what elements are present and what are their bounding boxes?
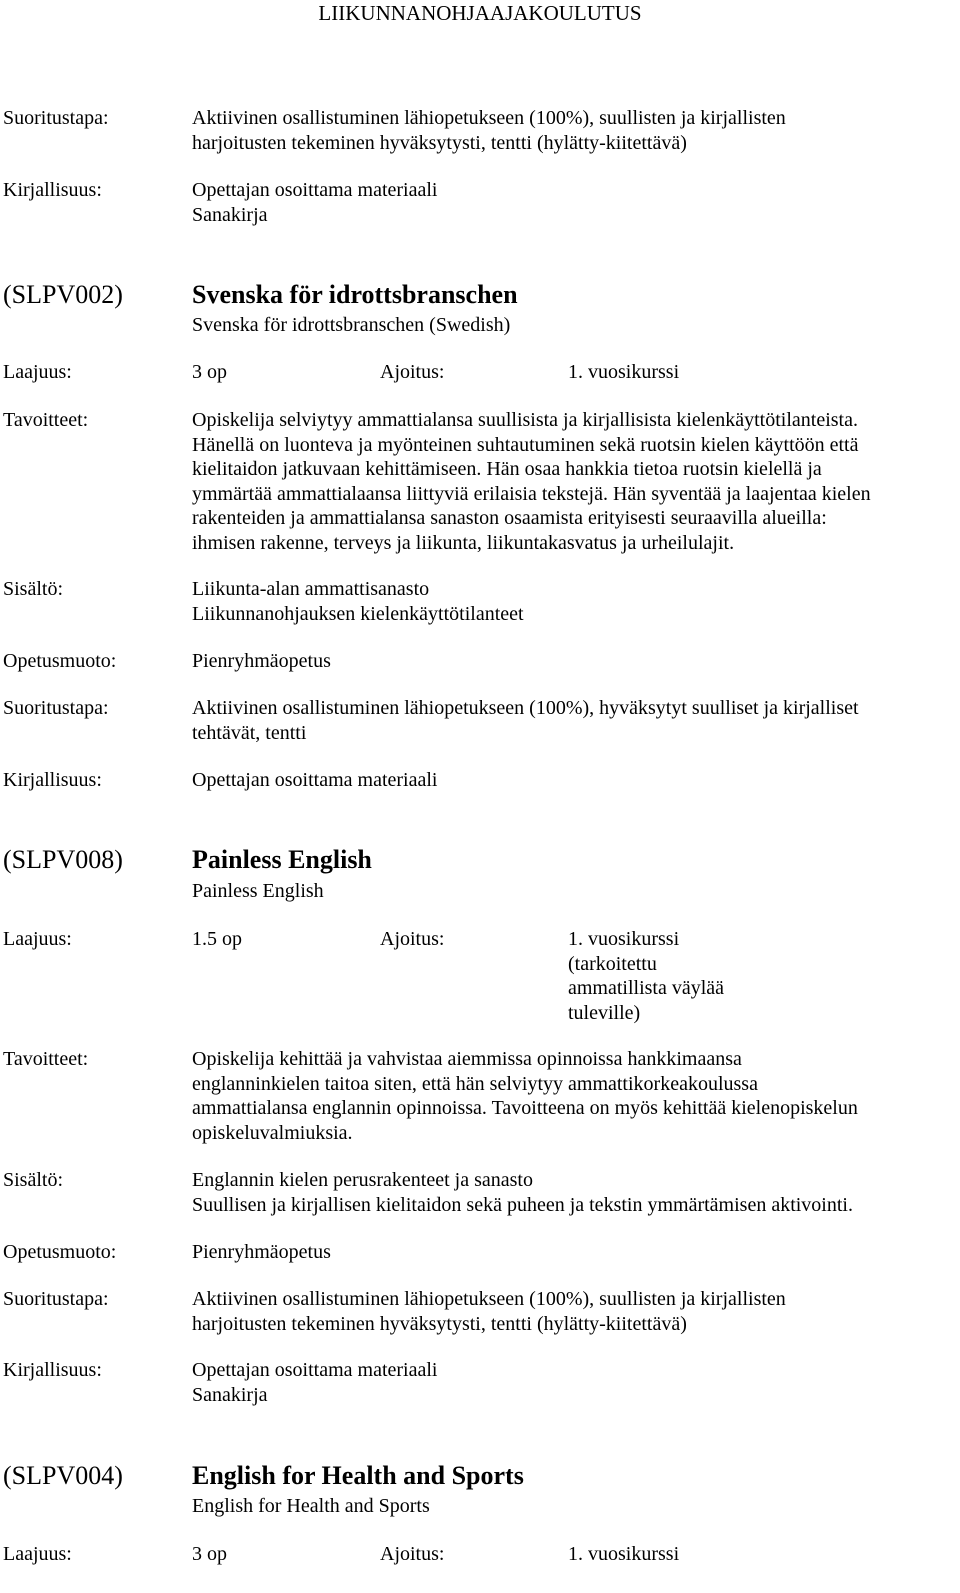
label-ajoitus: Ajoitus: [380,1543,445,1565]
label-ajoitus: Ajoitus: [380,361,445,383]
course-laajuus: 3 op [192,361,227,383]
text-line: Opettajan osoittama materiaali [192,769,438,791]
text-line: Opettajan osoittama materiaali [192,1359,438,1381]
course-suoritustapa [192,696,952,745]
label-laajuus: Laajuus: [3,361,72,383]
course-subtitle: Svenska för idrottsbranschen (Swedish) [192,314,511,336]
course-tavoitteet [192,1047,952,1145]
course-laajuus: 1.5 op [192,928,242,950]
text-line: Sanakirja [192,203,268,226]
label-laajuus: Laajuus: [3,1543,72,1565]
text-line: tuleville) [568,1001,641,1024]
text-line: Suullisen ja kirjallisen kielitaidon sekä puheen ja tekstin ymmärtämisen aktivointi. [192,1193,853,1216]
text-line: harjoitusten tekeminen hyväksytysti, tentti (hylätty-kiitettävä) [192,131,687,154]
course-code: (SLPV004) [3,1461,123,1490]
text-line: Aktiivinen osallistuminen lähiopetukseen (100%), hyväksytyt suulliset ja kirjalliset [192,697,859,719]
text-line: Sanakirja [192,1383,268,1406]
course-kirjallisuus [192,768,952,793]
text-line: englanninkielen taitoa siten, että hän selviytyy ammattikorkeakoulussa [192,1072,758,1095]
text-line: opiskeluvalmiuksia. [192,1121,353,1144]
course-title: English for Health and Sports [192,1461,524,1490]
course-sisalto [192,577,952,626]
label-sisalto: Sisältö: [3,578,64,600]
text-line: tehtävät, tentti [192,721,307,744]
page-header: LIIKUNNANOHJAAJAKOULUTUS [318,1,642,25]
text-line: Hänellä on luonteva ja myönteinen suhtautuminen sekä ruotsin kielen käyttöön että [192,433,859,456]
course-ajoitus [568,1542,768,1567]
course-subtitle: English for Health and Sports [192,1495,430,1517]
label-ajoitus: Ajoitus: [380,928,445,950]
intro-suoritustapa [192,106,952,155]
course-opetusmuoto: Pienryhmäopetus [192,650,331,672]
text-line: ihmisen rakenne, terveys ja liikunta, liikuntakasvatus ja urheilulajit. [192,531,735,554]
text-line: Opiskelija kehittää ja vahvistaa aiemmissa opinnoissa hankkimaansa [192,1048,742,1070]
course-laajuus: 3 op [192,1543,227,1565]
text-line: Aktiivinen osallistuminen lähiopetukseen (100%), suullisten ja kirjallisten [192,1288,786,1310]
text-line: ymmärtää ammattialaansa liittyviä erilaisia tekstejä. Hän syventää ja laajentaa kielen [192,482,871,505]
label-kirjallisuus: Kirjallisuus: [3,769,102,791]
course-ajoitus [568,927,768,1025]
course-tavoitteet [192,408,952,555]
label-tavoitteet: Tavoitteet: [3,409,89,431]
text-line: ammatillista väylää [568,977,725,999]
label-tavoitteet: Tavoitteet: [3,1048,89,1070]
course-ajoitus [568,360,768,385]
course-subtitle: Painless English [192,880,324,902]
label-opetusmuoto: Opetusmuoto: [3,1241,117,1263]
label-opetusmuoto: Opetusmuoto: [3,650,117,672]
text-line: rakenteiden ja ammattialansa sanaston osaamista erityisesti seuraavilla alueilla: [192,507,827,529]
text-line: Aktiivinen osallistuminen lähiopetukseen (100%), suullisten ja kirjallisten [192,107,786,129]
text-line: kielitaidon jatkuvaan kehittämiseen. Hän osaa hankkia tietoa ruotsin kielellä ja [192,458,822,480]
label-laajuus: Laajuus: [3,928,72,950]
course-title: Svenska för idrottsbranschen [192,280,518,309]
course-kirjallisuus [192,1358,952,1407]
label-suoritustapa: Suoritustapa: [3,107,109,129]
intro-kirjallisuus [192,178,952,227]
label-suoritustapa: Suoritustapa: [3,697,109,719]
text-line: Englannin kielen perusrakenteet ja sanasto [192,1169,533,1191]
text-line: Opiskelija selviytyy ammattialansa suullisista ja kirjallisista kielenkäyttötilanteista. [192,409,858,431]
text-line: (tarkoitettu [568,952,657,975]
text-line: Liikunnanohjauksen kielenkäyttötilanteet [192,602,524,625]
label-kirjallisuus: Kirjallisuus: [3,1359,102,1381]
text-line: Liikunta-alan ammattisanasto [192,578,430,600]
course-code: (SLPV008) [3,845,123,874]
course-opetusmuoto: Pienryhmäopetus [192,1241,331,1263]
text-line: harjoitusten tekeminen hyväksytysti, tentti (hylätty-kiitettävä) [192,1312,687,1335]
course-sisalto [192,1168,952,1217]
course-title: Painless English [192,845,372,874]
label-suoritustapa: Suoritustapa: [3,1288,109,1310]
course-suoritustapa [192,1287,952,1336]
text-line: 1. vuosikurssi [568,361,680,383]
text-line: 1. vuosikurssi [568,928,680,950]
course-code: (SLPV002) [3,280,123,309]
text-line: 1. vuosikurssi [568,1543,680,1565]
label-sisalto: Sisältö: [3,1169,64,1191]
text-line: Opettajan osoittama materiaali [192,179,438,201]
label-kirjallisuus: Kirjallisuus: [3,179,102,201]
text-line: ammattialansa englannin opinnoissa. Tavoitteena on myös kehittää kielenopiskelun [192,1097,858,1119]
